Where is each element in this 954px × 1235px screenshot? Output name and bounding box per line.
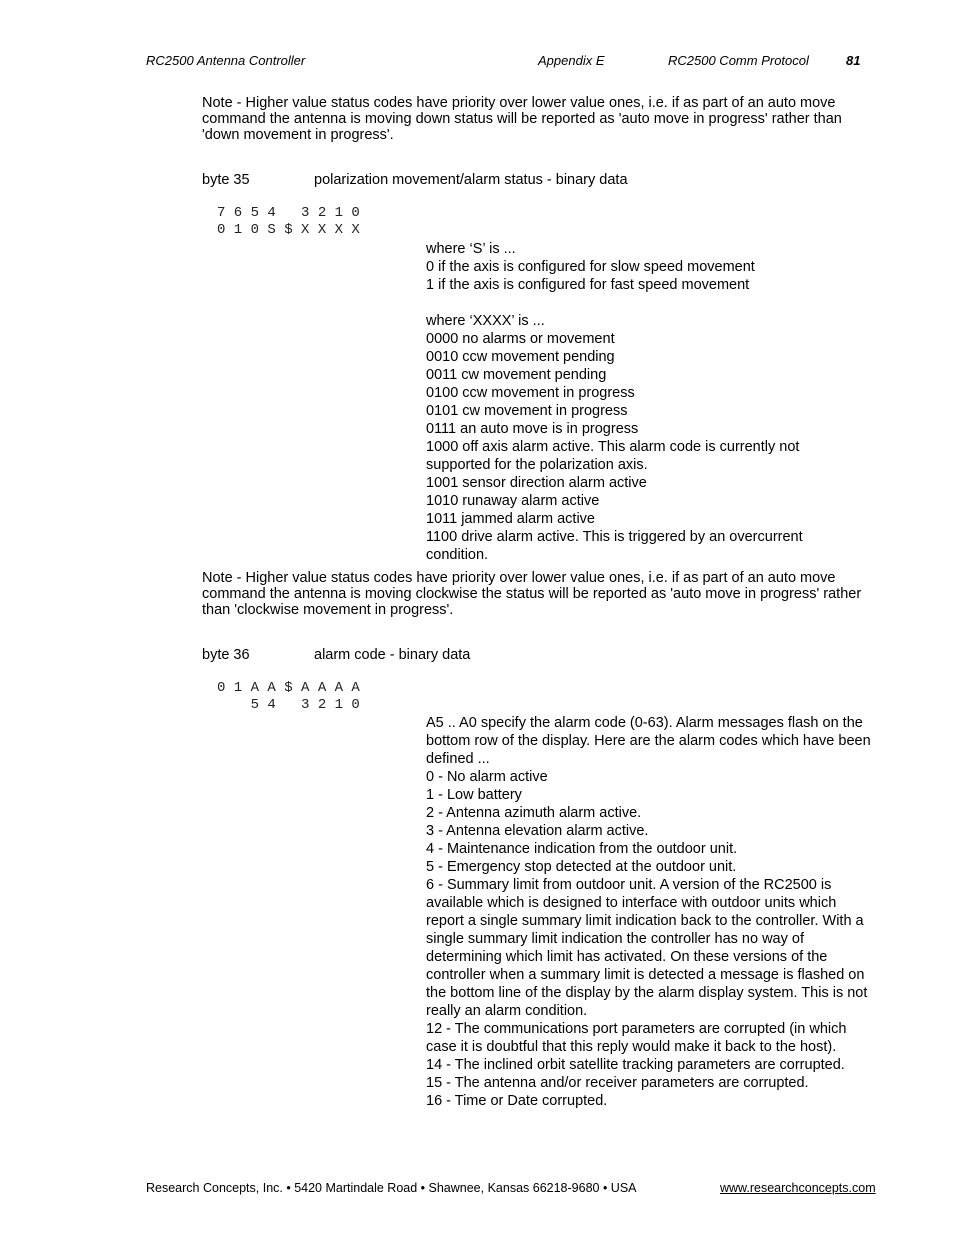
x-header: where ‘XXXX’ is ... <box>426 313 545 329</box>
byte-35-bit-positions: 7 6 5 4 3 2 1 0 <box>217 205 360 221</box>
alarm-code-line: 3 - Antenna elevation alarm active. <box>426 823 649 839</box>
x-line: 0000 no alarms or movement <box>426 331 615 347</box>
header-appendix: Appendix E <box>538 53 605 68</box>
x-line: 1001 sensor direction alarm active <box>426 475 647 491</box>
byte-35-description: polarization movement/alarm status - binary data <box>314 172 628 188</box>
note-paragraph-1: Note - Higher value status codes have priority over lower value ones, i.e. if as part of an auto move command the antenna is moving down status will be reported as 'auto move in progress' rather than 'down movement in progress'. <box>202 95 842 143</box>
footer-website-link[interactable]: www.researchconcepts.com <box>720 1181 876 1195</box>
byte-35-label: byte 35 <box>202 172 250 188</box>
byte-35-details <box>426 240 876 564</box>
s-line: 1 if the axis is configured for fast speed movement <box>426 277 750 293</box>
alarm-code-line: 6 - Summary limit from outdoor unit. A version of the RC2500 is available which is designed to interface with outdoor units which report a single summary limit indication back to the controller. With a single summary limit indication the controller has no way of determining which limit has activated. On these versions of the controller when a summary limit is detected a message is flashed on the bottom line of the display by the alarm display system. This is not really an alarm condition. <box>426 877 868 1019</box>
header-protocol: RC2500 Comm Protocol <box>668 53 809 68</box>
x-line: 1100 drive alarm active. This is triggered by an overcurrent condition. <box>426 529 803 563</box>
s-header: where ‘S’ is ... <box>426 241 516 257</box>
alarm-code-line: 2 - Antenna azimuth alarm active. <box>426 805 642 821</box>
byte-36-bit-layout <box>217 680 360 714</box>
x-line: 0101 cw movement in progress <box>426 403 628 419</box>
alarm-intro: A5 .. A0 specify the alarm code (0-63). Alarm messages flash on the bottom row of the display. Here are the alarm codes which have been defined ... <box>426 715 871 767</box>
byte-36-bit-values: 0 1 A A $ A A A A <box>217 680 360 696</box>
x-line: 0010 ccw movement pending <box>426 349 615 365</box>
byte-35-bit-values: 0 1 0 S $ X X X X <box>217 222 360 238</box>
page-number: 81 <box>846 53 861 68</box>
x-line: 0100 ccw movement in progress <box>426 385 635 401</box>
note-paragraph-2: Note - Higher value status codes have priority over lower value ones, i.e. if as part of an auto move command the antenna is moving clockwise the status will be reported as 'auto move in progress' rather than 'clockwise movement in progress'. <box>202 570 862 618</box>
x-line: 1011 jammed alarm active <box>426 511 595 527</box>
x-line: 0011 cw movement pending <box>426 367 607 383</box>
byte-36-description: alarm code - binary data <box>314 647 471 663</box>
x-line: 1000 off axis alarm active. This alarm code is currently not supported for the polarization axis. <box>426 439 800 473</box>
alarm-code-line: 12 - The communications port parameters are corrupted (in which case it is doubtful that this reply would make it back to the host). <box>426 1021 847 1055</box>
alarm-code-line: 14 - The inclined orbit satellite tracking parameters are corrupted. <box>426 1057 845 1073</box>
byte-36-details <box>426 714 876 1110</box>
s-line: 0 if the axis is configured for slow speed movement <box>426 259 755 275</box>
header-title: RC2500 Antenna Controller <box>146 53 306 68</box>
x-line: 0111 an auto move is in progress <box>426 421 639 437</box>
alarm-code-line: 0 - No alarm active <box>426 769 548 785</box>
x-line: 1010 runaway alarm active <box>426 493 600 509</box>
footer-address: Research Concepts, Inc. • 5420 Martindale Road • Shawnee, Kansas 66218-9680 • USA <box>146 1181 637 1195</box>
byte-36-label: byte 36 <box>202 647 250 663</box>
alarm-code-line: 15 - The antenna and/or receiver parameters are corrupted. <box>426 1075 809 1091</box>
alarm-code-line: 4 - Maintenance indication from the outdoor unit. <box>426 841 738 857</box>
alarm-code-line: 16 - Time or Date corrupted. <box>426 1093 608 1109</box>
alarm-code-line: 5 - Emergency stop detected at the outdoor unit. <box>426 859 737 875</box>
alarm-code-line: 1 - Low battery <box>426 787 522 803</box>
byte-36-bit-positions: 5 4 3 2 1 0 <box>217 697 360 713</box>
byte-35-bit-layout <box>217 205 360 239</box>
